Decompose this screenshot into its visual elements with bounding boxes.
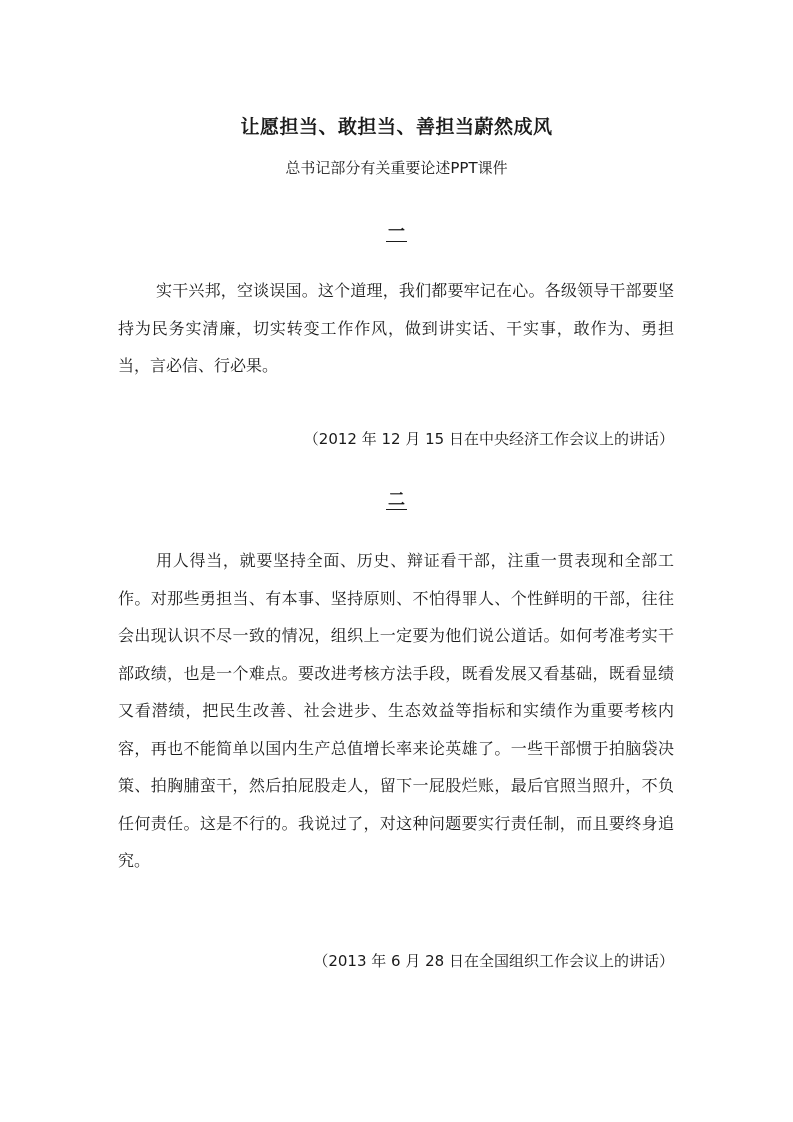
section-1-paragraph: 实干兴邦，空谈误国。这个道理，我们都要牢记在心。各级领导干部要坚持为民务实清廉，切实转变工作作风，做到讲实话、干实事，敢作为、勇担当，言必信、行必果。 bbox=[118, 281, 674, 375]
section-1-source: （2012 年 12 月 15 日在中央经济工作会议上的讲话） bbox=[303, 430, 674, 448]
document-subtitle: 总书记部分有关重要论述PPT课件 bbox=[285, 159, 508, 177]
document-title: 让愿担当、敢担当、善担当蔚然成风 bbox=[240, 116, 553, 138]
section-number-2: 二 bbox=[388, 490, 405, 510]
section-2-paragraph: 用人得当，就要坚持全面、历史、辩证看干部，注重一贯表现和全部工作。对那些勇担当、有本事、坚持原则、不怕得罪人、个性鲜明的干部，往往会出现认识不尽一致的情况，组织上一定要为他们说公道话。如何考准考实干部政绩，也是一个难点。要改进考核方法手段，既看发展又看基础，既看显绩又看潜绩，把民生改善、社会进步、生态效益等指标和实绩作为重要考核内容，再也不能简单以国内生产总值增长率来论英雄了。一些干部惯于拍脑袋决策、拍胸脯蛮干，然后拍屁股走人，留下一屁股烂账，最后官照当照升，不负任何责任。这是不行的。我说过了，对这种问题要实行责任制，而且要终身追究。 bbox=[118, 551, 674, 870]
section-number-1: 一 bbox=[388, 222, 405, 242]
section-2-source: （2013 年 6 月 28 日在全国组织工作会议上的讲话） bbox=[313, 952, 674, 970]
